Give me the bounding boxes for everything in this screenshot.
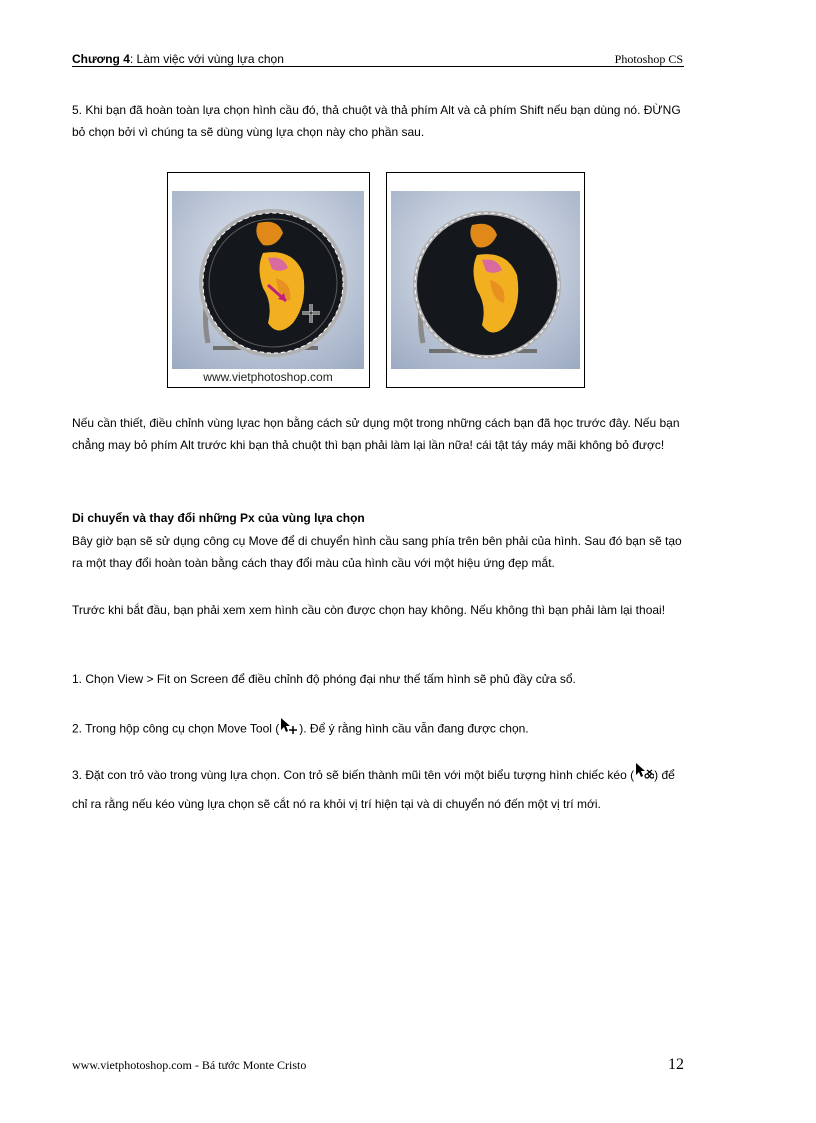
step-5-paragraph: 5. Khi bạn đã hoàn toàn lựa chọn hình cầu đó, thả chuột và thả phím Alt và cả phím Shift nếu bạn dùng nó. ĐỪNG bỏ chọn bởi vì chúng ta sẽ dùng vùng lựa chọn này cho phần sau. <box>72 103 681 139</box>
section-heading: Di chuyển và thay đổi những Px của vùng lựa chọn <box>72 511 365 525</box>
globe-image-selecting <box>168 173 369 387</box>
check-paragraph: Trước khi bắt đầu, bạn phải xem xem hình cầu còn được chọn hay không. Nếu không thì bạn phải làm lại thoai! <box>72 603 666 617</box>
figure-watermark: www.vietphotoshop.com <box>203 370 333 384</box>
page-header <box>72 52 684 67</box>
chapter-label: Chương 4 <box>72 52 130 66</box>
step-2-text-after: ). Để ý rằng hình cầu vẫn đang được chọn. <box>299 721 529 736</box>
step-2-paragraph <box>72 717 686 742</box>
step-3-text-after: ) để chỉ ra rằng nếu kéo vùng lựa chọn sẽ cắt nó ra khỏi vị trí hiện tại và di chuyển nó đến một vị trí mới. <box>72 768 675 811</box>
step-3-paragraph <box>72 761 686 818</box>
section-intro-paragraph: Bây giờ bạn sẽ sử dụng công cụ Move để di chuyển hình cầu sang phía trên bên phải của hình. Sau đó bạn sẽ tạo ra một thay đổi hoàn toàn bằng cách thay đổi màu của hình cầu với một hiệu ứng đẹp mắt. <box>72 534 682 570</box>
scissors-cursor-icon <box>634 762 654 790</box>
book-title: Photoshop CS <box>614 52 683 66</box>
figure-after <box>386 172 585 388</box>
page-number: 12 <box>668 1056 684 1073</box>
footer-credit: www.vietphotoshop.com - Bá tước Monte Cristo <box>72 1058 307 1072</box>
chapter-heading <box>72 52 284 66</box>
adjust-paragraph: Nếu cần thiết, điều chỉnh vùng lựac họn bằng cách sử dụng một trong những cách bạn đã học trước đây. Nếu bạn chẳng may bỏ phím Alt trước khi bạn thả chuột thì bạn phải làm lại lần nữa! cái tật táy máy mãi không bỏ được! <box>72 416 680 452</box>
globe-image-selected <box>387 173 584 387</box>
step-2-text-before: 2. Trong hộp công cụ chọn Move Tool ( <box>72 721 280 736</box>
move-tool-icon <box>279 717 299 742</box>
chapter-title: : Làm việc với vùng lựa chọn <box>129 52 284 66</box>
step-1-paragraph: 1. Chọn View > Fit on Screen để điều chỉnh độ phóng đại như thế tấm hình sẽ phủ đầy cửa sổ. <box>72 672 576 686</box>
step-3-text-before: 3. Đặt con trỏ vào trong vùng lựa chọn. Con trỏ sẽ biến thành mũi tên với một biểu tượng hình chiếc kéo ( <box>72 768 635 782</box>
figure-before <box>167 172 370 388</box>
